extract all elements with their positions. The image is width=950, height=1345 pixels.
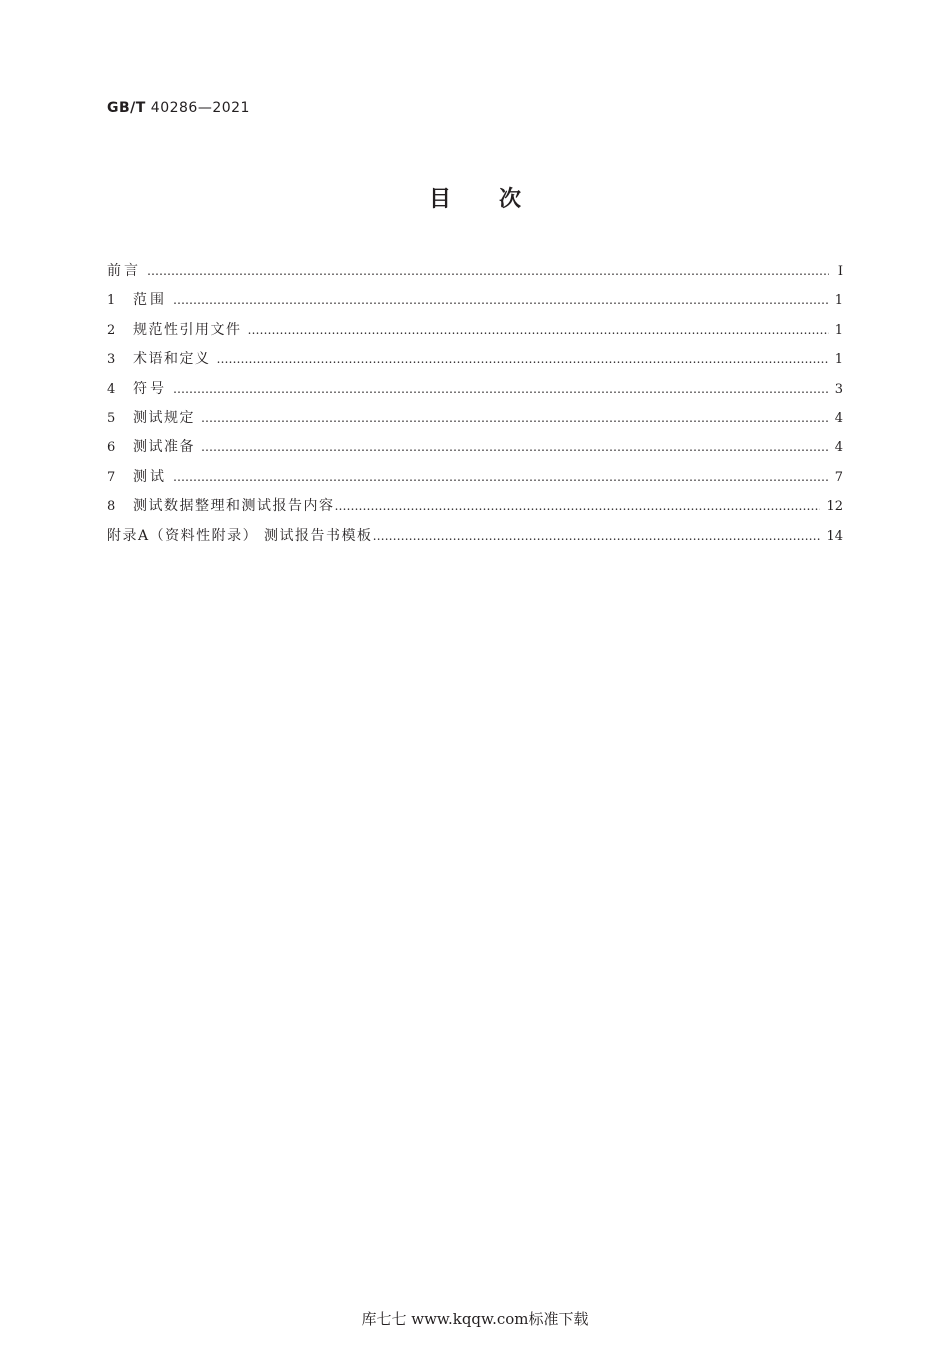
- toc-entry-number: 5: [107, 410, 116, 426]
- toc-entry-test[interactable]: [107, 465, 843, 494]
- toc-entry-label: 符号: [133, 380, 167, 397]
- toc-entry-page: 1: [834, 322, 843, 338]
- toc-leader-dots: [201, 435, 829, 459]
- toc-entry-page: 4: [834, 440, 843, 456]
- toc-entry-label: 测试数据整理和测试报告内容: [133, 498, 335, 515]
- toc-entry-page: 12: [826, 499, 843, 515]
- toc-leader-dots: [147, 259, 829, 283]
- toc-entry-number: 1: [107, 293, 116, 309]
- toc-entry-normative-references[interactable]: [107, 318, 843, 347]
- toc-entry-number: 7: [107, 469, 116, 485]
- toc-entry-page: 14: [826, 528, 843, 544]
- toc-entry-page: Ⅰ: [837, 264, 843, 279]
- download-watermark: 库七七 www.kqqw.com标准下载: [361, 1310, 589, 1328]
- toc-entry-label: 范围: [133, 292, 167, 309]
- toc-leader-dots: [373, 524, 821, 548]
- standard-number: 40286—2021: [150, 100, 250, 116]
- toc-entry-page: 1: [834, 293, 843, 309]
- toc-leader-dots: [201, 406, 829, 430]
- toc-entry-foreword[interactable]: [107, 259, 843, 288]
- toc-entry-data-report[interactable]: [107, 494, 843, 523]
- toc-entry-label: 术语和定义: [133, 351, 211, 368]
- toc-entry-page: 4: [834, 410, 843, 426]
- toc-leader-dots: [335, 494, 821, 518]
- toc-entry-label: 附录A（资料性附录） 测试报告书模板: [107, 527, 373, 544]
- table-of-contents: [107, 259, 843, 553]
- toc-entry-scope[interactable]: [107, 288, 843, 317]
- toc-entry-page: 7: [834, 469, 843, 485]
- standard-code: [107, 100, 250, 116]
- toc-leader-dots: [248, 318, 829, 342]
- toc-entry-label: 前言: [107, 263, 141, 279]
- toc-entry-number: 2: [107, 322, 116, 338]
- toc-entry-terms-definitions[interactable]: [107, 347, 843, 376]
- toc-entry-number: 3: [107, 352, 116, 368]
- toc-entry-number: 8: [107, 499, 116, 515]
- toc-entry-number: 6: [107, 440, 116, 456]
- toc-entry-page: 1: [834, 352, 843, 368]
- toc-entry-test-preparation[interactable]: [107, 435, 843, 464]
- standard-prefix: GB/T: [107, 100, 146, 116]
- page-title: 目次: [428, 187, 569, 212]
- toc-leader-dots: [173, 465, 829, 489]
- toc-entry-symbols[interactable]: [107, 377, 843, 406]
- toc-entry-number: 4: [107, 381, 116, 397]
- toc-leader-dots: [173, 288, 829, 312]
- toc-entry-label: 测试准备: [133, 439, 195, 456]
- toc-leader-dots: [217, 347, 829, 371]
- toc-entry-page: 3: [834, 381, 843, 397]
- toc-entry-test-provisions[interactable]: [107, 406, 843, 435]
- toc-entry-label: 测试规定: [133, 409, 195, 426]
- toc-leader-dots: [173, 377, 829, 401]
- toc-entry-annex-a[interactable]: [107, 524, 843, 553]
- toc-entry-label: 测试: [133, 468, 167, 485]
- toc-entry-label: 规范性引用文件: [133, 321, 242, 338]
